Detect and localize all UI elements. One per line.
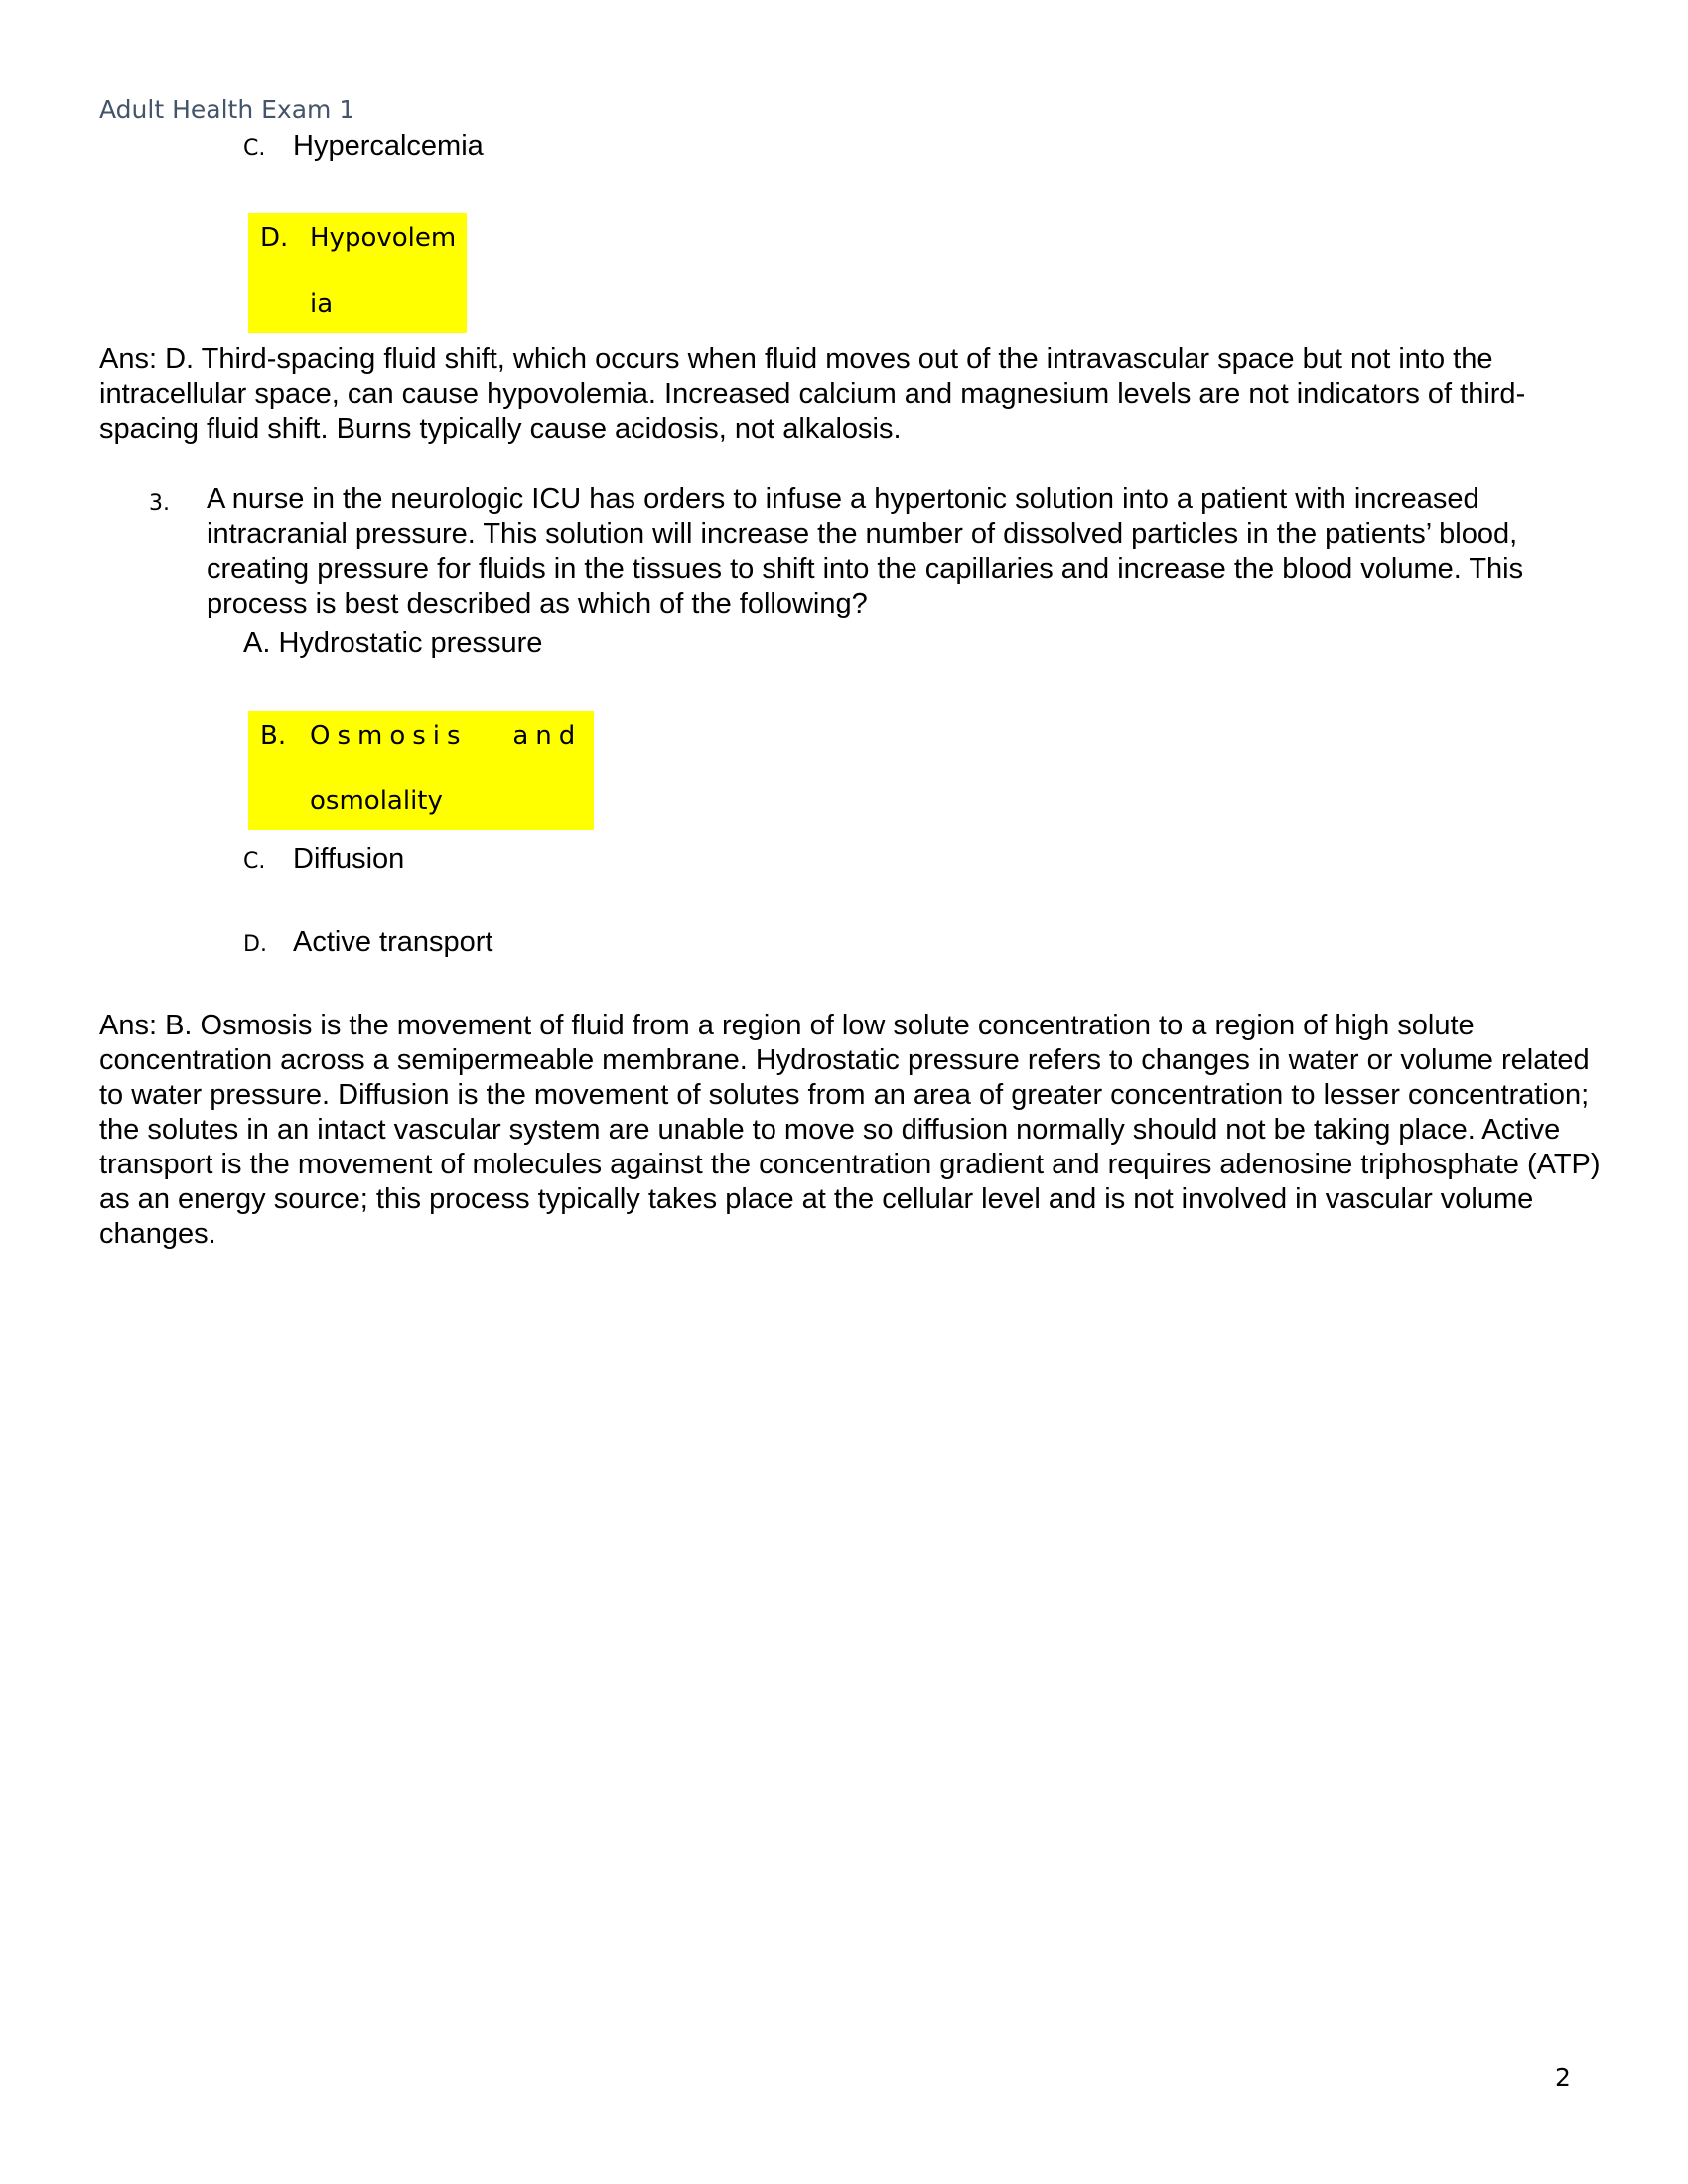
q2-option-c	[243, 129, 484, 166]
q2-answer-explanation: Ans: D. Third-spacing fluid shift, which occurs when fluid moves out of the intravascular space but not into the intracellular space, can cause hypovolemia. Increased calcium and magnesium levels are not indicators of third-spacing fluid shift. Burns typically cause acidosis, not alkalosis.	[99, 343, 1526, 445]
q3-option-b-text2: osmolality	[310, 786, 443, 816]
q3-question-text: A nurse in the neurologic ICU has orders to infuse a hypertonic solution into a patient with increased intracranial pressure. This solution will increase the number of dissolved particles in the patients’ blood, creating pressure for fluids in the tissues to shift into the capillaries and increase the blood volume. This process is best described as which of the following?	[207, 483, 1524, 619]
q2-option-d-text2: ia	[310, 289, 334, 319]
q3-number: 3.	[149, 491, 170, 516]
q2-option-d-highlighted	[248, 213, 467, 333]
q3-option-c-letter: C.	[243, 849, 266, 874]
q3-answer-explanation: Ans: B. Osmosis is the movement of fluid from a region of low solute concentration to a region of high solute concentration across a semipermeable membrane. Hydrostatic pressure refers to changes in water or volume related to water pressure. Diffusion is the movement of solutes from an area of greater concentration to lesser concentration; the solutes in an intact vascular system are unable to move so diffusion normally should not be taking place. Active transport is the movement of molecules against the concentration gradient and requires adenosine triphosphate (ATP) as an energy source; this process typically takes place at the cellular level and is not involved in vascular volume changes.	[99, 1010, 1601, 1250]
q3-option-c	[243, 842, 404, 879]
q3-option-a: A. Hydrostatic pressure	[243, 627, 543, 659]
q2-option-d-letter: D.	[260, 223, 289, 253]
q2-option-d-line1	[260, 223, 456, 253]
page-header: Adult Health Exam 1	[99, 95, 355, 124]
page-number: 2	[1555, 2063, 1571, 2092]
q3-option-d-text: Active transport	[293, 926, 493, 958]
q3-option-b-text1: Osmosis and	[310, 721, 583, 751]
q3-option-b-line1	[260, 721, 582, 751]
q3-option-b-highlighted	[248, 711, 594, 830]
q3-option-d	[243, 925, 492, 962]
q2-option-d-text1: Hypovolem	[310, 223, 457, 253]
q2-option-c-text: Hypercalcemia	[293, 130, 484, 162]
q3-option-b-letter: B.	[260, 721, 287, 751]
q3-option-d-letter: D.	[243, 932, 267, 957]
q3-option-c-text: Diffusion	[293, 843, 405, 875]
q2-option-c-letter: C.	[243, 136, 266, 161]
